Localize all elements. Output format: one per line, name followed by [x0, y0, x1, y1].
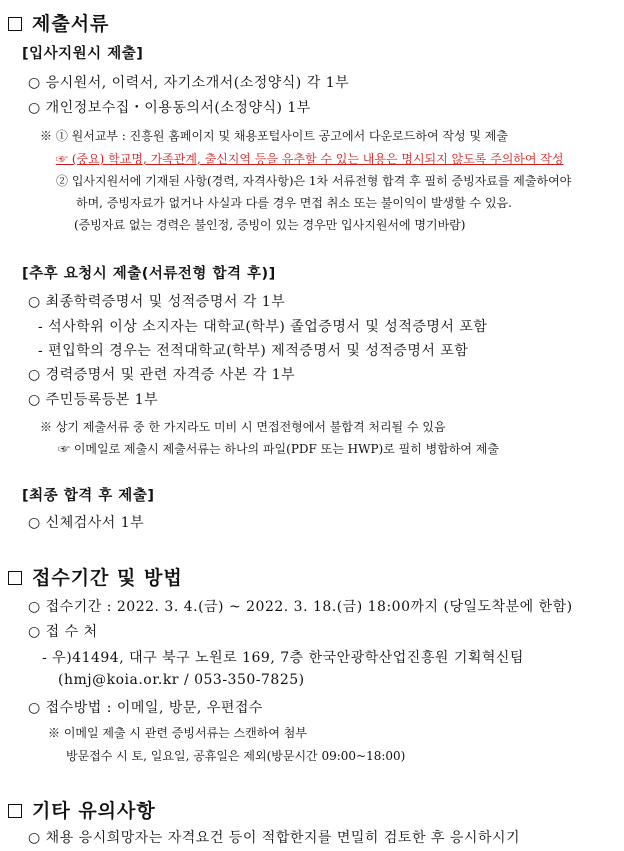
subheading-final: [최종 합격 후 제출] [22, 488, 155, 504]
list-item: ○ 개인정보수집・이용동의서(소정양식) 1부 [28, 100, 311, 116]
checkbox-square-icon [8, 17, 22, 31]
list-item: - 편입학의 경우는 전적대학교(학부) 제적증명서 및 성적증명서 포함 [38, 343, 469, 359]
note-line: ☞ 이메일로 제출시 제출서류는 하나의 파일(PDF 또는 HWP)로 필히 병합하여 제출 [58, 442, 499, 456]
checkbox-square-icon [8, 804, 22, 818]
reception-period: ○ 접수기간 : 2022. 3. 4.(금) ~ 2022. 3. 18.(금) 18:00까지 (당일도착분에 한함) [28, 599, 573, 615]
warning-note: ☞ (중요) 학교명, 가족관계, 출신지역 등을 유추할 수 있는 내용은 명시되지 않도록 주의하여 작성 [56, 152, 564, 166]
note-line: ※ 이메일 제출 시 관련 증빙서류는 스캔하여 첨부 [48, 726, 307, 740]
note-line: 방문접수 시 토, 일요일, 공휴일은 제외(방문시간 09:00~18:00) [66, 749, 406, 763]
note-line: ② 입사지원서에 기재된 사항(경력, 자격사항)은 1차 서류전형 합격 후 필히 증빙자료를 제출하여야 [56, 174, 572, 188]
reception-address: - 우)41494, 대구 북구 노원로 169, 7층 한국안광학산업진흥원 기획혁신팀 [42, 650, 524, 666]
reception-contact: (hmj@koia.or.kr / 053-350-7825) [58, 672, 305, 688]
list-item: ○ 신체검사서 1부 [28, 515, 145, 531]
section-heading-submission: 제출서류 [8, 9, 109, 36]
note-line: (증빙자료 없는 경력은 불인정, 증빙이 있는 경우만 입사지원서에 명기바람) [74, 218, 466, 232]
list-item: ○ 주민등록등본 1부 [28, 392, 159, 408]
reception-method: ○ 접수방법 : 이메일, 방문, 우편접수 [28, 700, 263, 716]
section-heading-other: 기타 유의사항 [8, 796, 156, 823]
subheading-application: [입사지원시 제출] [22, 46, 144, 62]
list-item: ○ 경력증명서 및 관련 자격증 사본 각 1부 [28, 367, 296, 383]
list-item: ○ 채용 응시희망자는 자격요건 등이 적합한지를 면밀히 검토한 후 응시하시기 [28, 830, 521, 846]
list-item: - 석사학위 이상 소지자는 대학교(학부) 졸업증명서 및 성적증명서 포함 [38, 319, 488, 335]
subheading-followup: [추후 요청시 제출(서류전형 합격 후)] [22, 266, 276, 282]
reception-place-label: ○ 접 수 처 [28, 624, 98, 640]
section-heading-reception: 접수기간 및 방법 [8, 563, 183, 590]
note-form-distribution: ※ ① 원서교부 : 진흥원 홈페이지 및 채용포털사이트 공고에서 다운로드하여 작성 및 제출 [40, 129, 508, 143]
checkbox-square-icon [8, 571, 22, 585]
list-item: ○ 최종학력증명서 및 성적증명서 각 1부 [28, 294, 286, 310]
list-item: ○ 응시원서, 이력서, 자기소개서(소정양식) 각 1부 [28, 75, 350, 91]
note-line: 하며, 증빙자료가 없거나 사실과 다를 경우 면접 취소 또는 불이익이 발생할 수 있음. [76, 196, 512, 210]
note-line: ※ 상기 제출서류 중 한 가지라도 미비 시 면접전형에서 불합격 처리될 수 있음 [40, 420, 446, 434]
